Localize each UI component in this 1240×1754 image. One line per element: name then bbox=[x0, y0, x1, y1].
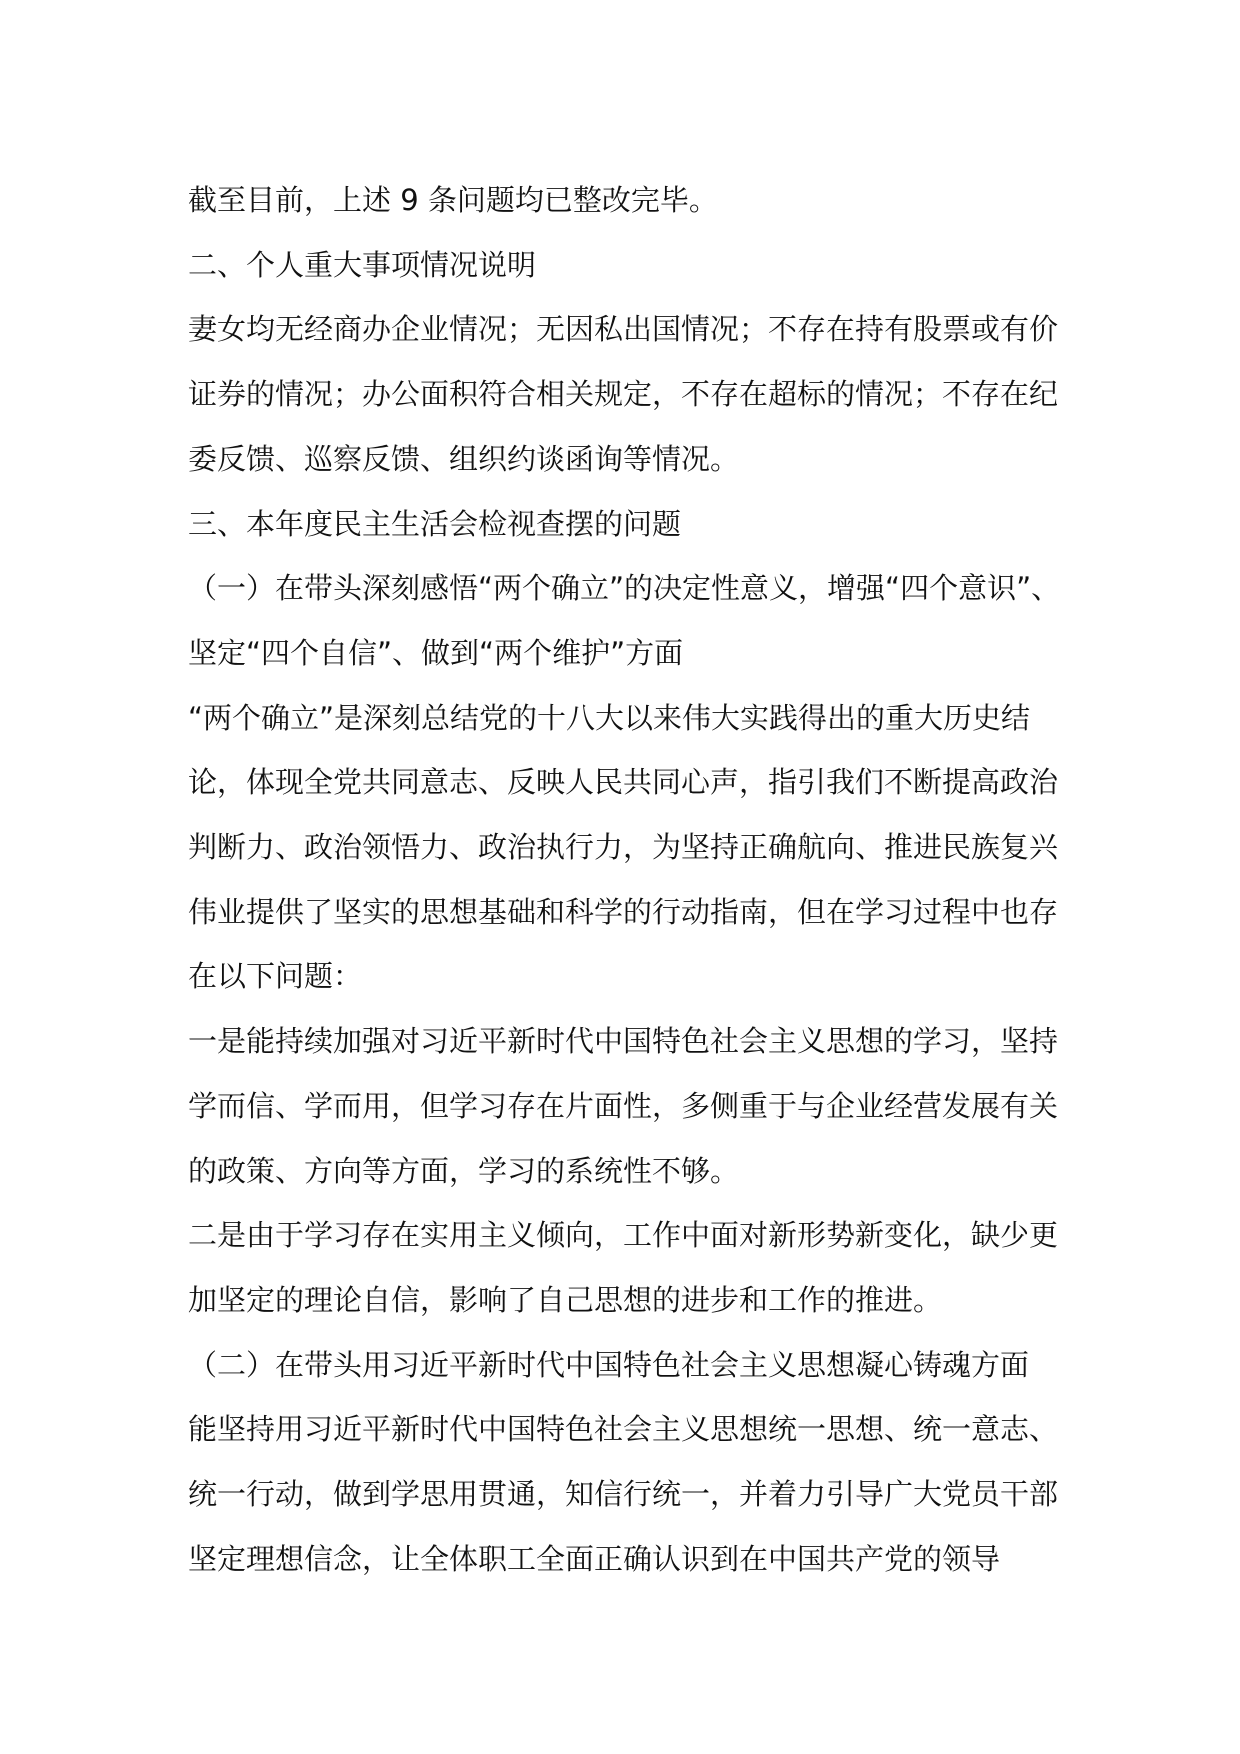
issue-two-paragraph: 二是由于学习存在实用主义倾向，工作中面对新形势新变化，缺少更加坚定的理论自信，影响了自己思想的进步和工作的推进。 bbox=[188, 1218, 1059, 1317]
personal-matters-paragraph: 妻女均无经商办企业情况；无因私出国情况；不存在持有股票或有价证券的情况；办公面积符合相关规定，不存在超标的情况；不存在纪委反馈、巡察反馈、组织约谈函询等情况。 bbox=[188, 312, 1059, 476]
subsection-heading-1: （一）在带头深刻感悟“两个确立”的决定性意义，增强“四个意识”、坚定“四个自信”、做到“两个维护”方面 bbox=[188, 571, 1061, 670]
section-heading-personal-matters: 二、个人重大事项情况说明 bbox=[188, 247, 537, 282]
subsection-heading-2: （二）在带头用习近平新时代中国特色社会主义思想凝心铸魂方面 bbox=[188, 1347, 1030, 1382]
body-paragraph: “两个确立”是深刻总结党的十八大以来伟大实践得出的重大历史结论，体现全党共同意志、反映人民共同心声，指引我们不断提高政治判断力、政治领悟力、政治执行力，为坚持正确航向、推进民族复兴伟业提供了坚实的思想基础和科学的行动指南，但在学习过程中也存在以下问题： bbox=[188, 700, 1059, 994]
conclusion-paragraph: 截至目前，上述 9 条问题均已整改完毕。 bbox=[188, 183, 718, 217]
section-heading-review-issues: 三、本年度民主生活会检视查摆的问题 bbox=[188, 506, 682, 541]
body-paragraph: 能坚持用习近平新时代中国特色社会主义思想统一思想、统一意志、统一行动，做到学思用贯通，知信行统一，并着力引导广大党员干部坚定理想信念，让全体职工全面正确认识到在中国共产党的领导 bbox=[188, 1412, 1059, 1576]
issue-one-paragraph: 一是能持续加强对习近平新时代中国特色社会主义思想的学习，坚持学而信、学而用，但学习存在片面性，多侧重于与企业经营发展有关的政策、方向等方面，学习的系统性不够。 bbox=[188, 1024, 1059, 1188]
document-body bbox=[188, 168, 1078, 1591]
